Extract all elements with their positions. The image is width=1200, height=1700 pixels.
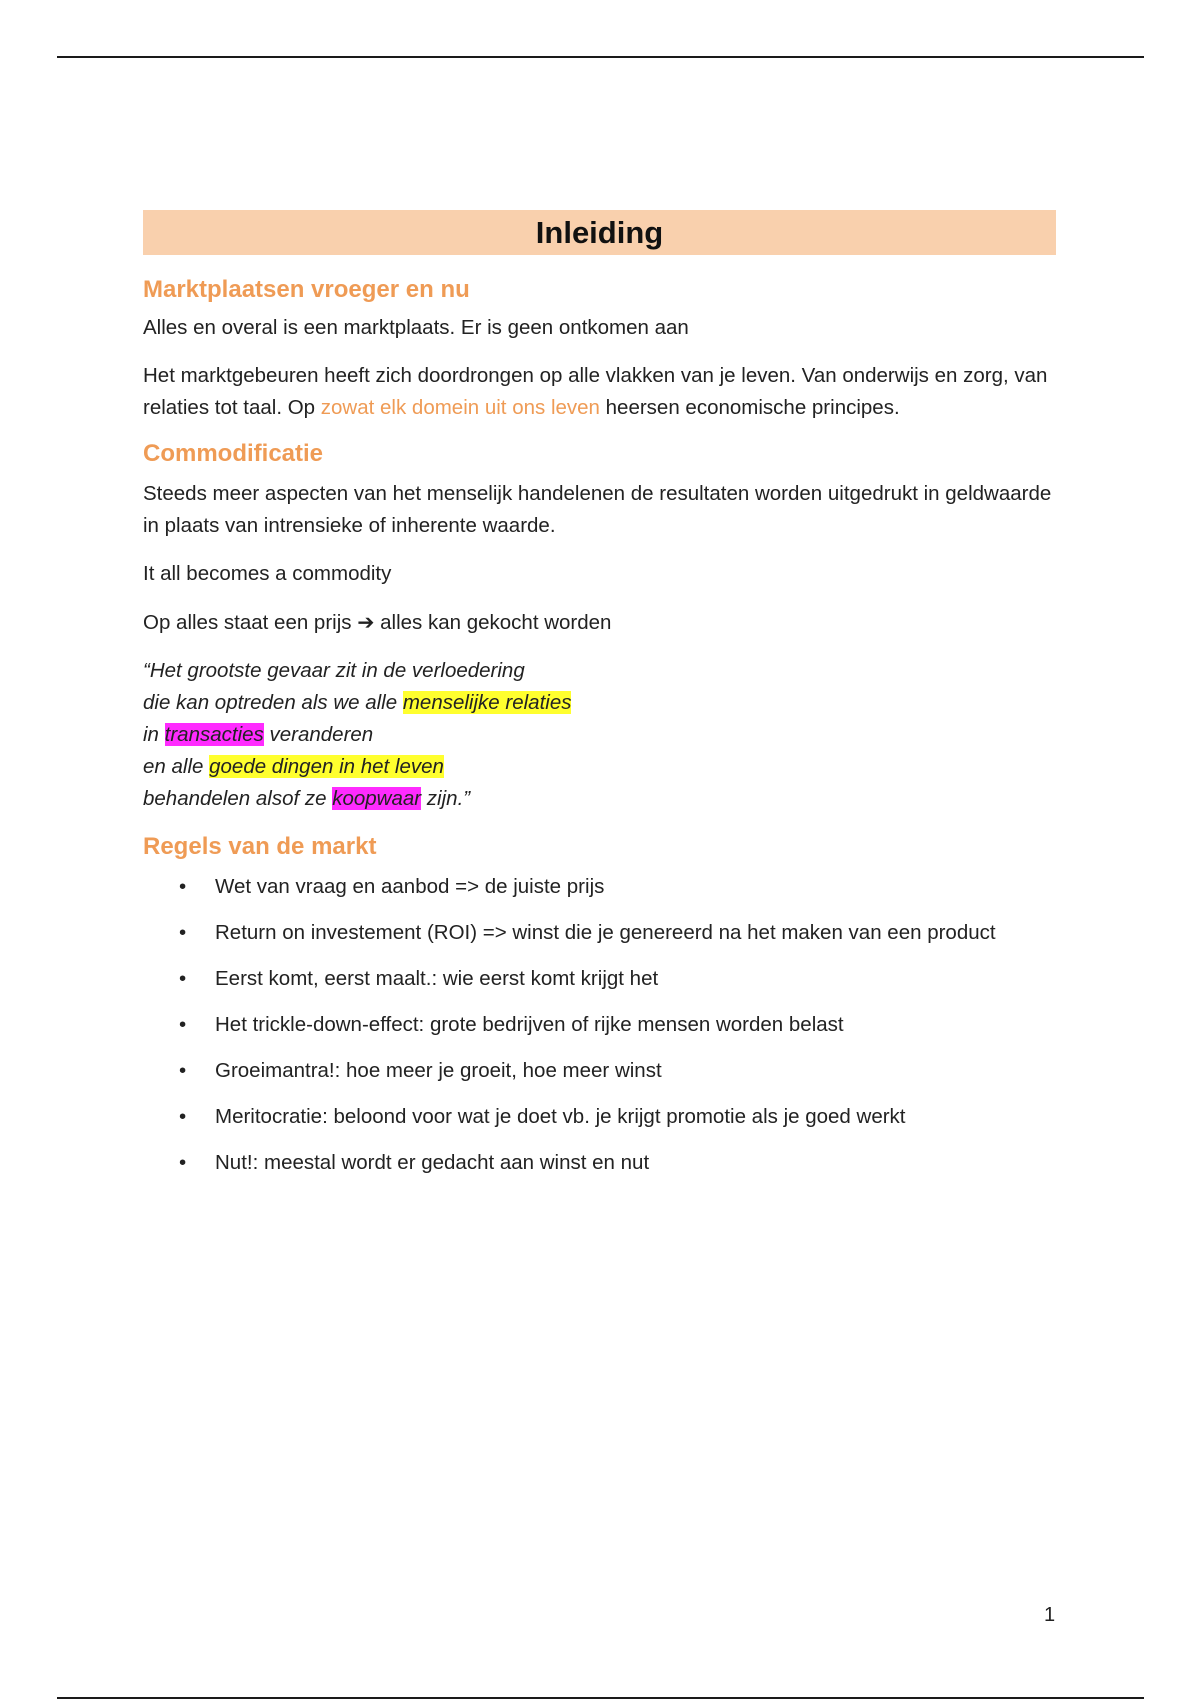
bullet-icon: • <box>179 1105 187 1128</box>
paragraph-marktgebeuren <box>143 360 1056 424</box>
list-item <box>143 871 1056 903</box>
list-item <box>143 1009 1056 1041</box>
bullet-icon: • <box>179 967 187 990</box>
arrow-icon: ➔ <box>357 610 375 634</box>
paragraph-prijs <box>143 606 1056 639</box>
accent-text: zowat elk domein uit ons leven <box>320 396 600 419</box>
document-page <box>143 210 1056 1179</box>
list-item-text: Het trickle-down-effect: grote bedrijven of rijke mensen worden belast <box>215 1013 844 1036</box>
list-item-text: Wet van vraag en aanbod => de juiste prijs <box>215 875 605 898</box>
highlight-magenta: koopwaar <box>332 787 422 810</box>
page-number: 1 <box>1044 1604 1056 1626</box>
quote-line <box>143 719 1056 751</box>
bullet-icon: • <box>179 921 187 944</box>
quote-text: veranderen <box>263 723 374 746</box>
list-item <box>143 1101 1056 1133</box>
rules-list <box>143 871 1056 1179</box>
highlight-magenta: transacties <box>164 723 264 746</box>
section-heading-commodificatie: Commodificatie <box>143 440 324 467</box>
bullet-icon: • <box>179 1151 187 1174</box>
list-item <box>143 1055 1056 1087</box>
section-heading-marktplaatsen: Marktplaatsen vroeger en nu <box>143 276 470 303</box>
list-item-text: Return on investement (ROI) => winst die je genereerd na het maken van een product <box>215 921 996 944</box>
quote-line <box>143 751 1056 783</box>
quote-line: “Het grootste gevaar zit in de verloedering <box>143 659 525 682</box>
quote-block <box>143 655 1056 815</box>
bullet-icon: • <box>179 875 187 898</box>
list-item-text: Meritocratie: beloond voor wat je doet vb. je krijgt promotie als je goed werkt <box>215 1105 906 1128</box>
quote-text: behandelen alsof ze <box>143 787 333 810</box>
paragraph-marktplaats: Alles en overal is een marktplaats. Er is geen ontkomen aan <box>143 316 689 339</box>
list-item-text: Eerst komt, eerst maalt.: wie eerst komt krijgt het <box>215 967 659 990</box>
quote-line <box>143 783 1056 815</box>
header-rule <box>57 56 1144 58</box>
title-banner <box>143 210 1056 255</box>
highlight-yellow: goede dingen in het leven <box>209 755 444 778</box>
quote-text: die kan optreden als we alle <box>143 691 403 714</box>
bullet-icon: • <box>179 1013 187 1036</box>
paragraph-text: heersen economische principes. <box>599 396 900 419</box>
quote-text: en alle <box>143 755 210 778</box>
list-item-text: Groeimantra!: hoe meer je groeit, hoe meer winst <box>215 1059 662 1082</box>
quote-text: zijn.” <box>421 787 471 810</box>
paragraph-text: Het marktgebeuren heeft zich doordrongen op alle vlakken van je leven. Van onderwijs en zorg, van relaties tot taal. Op <box>143 364 1048 419</box>
list-item <box>143 917 1056 949</box>
list-item <box>143 1147 1056 1179</box>
page-title: Inleiding <box>535 214 664 250</box>
bullet-icon: • <box>179 1059 187 1082</box>
highlight-yellow: menselijke relaties <box>402 691 572 714</box>
paragraph-text: Op alles staat een prijs <box>143 611 358 634</box>
list-item-text: Nut!: meestal wordt er gedacht aan winst en nut <box>215 1151 650 1174</box>
paragraph-commodity: It all becomes a commodity <box>143 562 392 585</box>
quote-line <box>143 687 1056 719</box>
paragraph-text: alles kan gekocht worden <box>374 611 612 634</box>
section-heading-regels: Regels van de markt <box>143 833 377 860</box>
list-item <box>143 963 1056 995</box>
quote-text: in <box>143 723 165 746</box>
paragraph-commodificatie: Steeds meer aspecten van het menselijk handelenen de resultaten worden uitgedrukt in geldwaarde in plaats van intrensieke of inherente waarde. <box>143 482 1052 537</box>
footer-rule <box>57 1697 1144 1699</box>
